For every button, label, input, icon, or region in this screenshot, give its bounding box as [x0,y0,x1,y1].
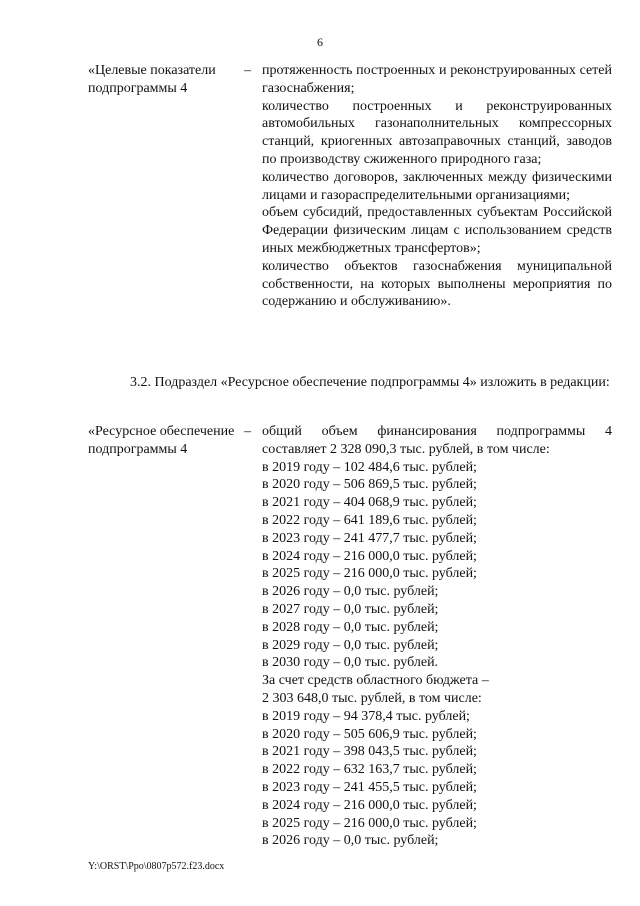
page-number: 6 [317,35,323,49]
target-item: количество построенных и реконструированных автомобильных газонаполнительных компрессорных станций, криогенных автозаправочных станций, заводов по производству сжиженного природного газа; [262,98,612,167]
footer-file-path: Y:\ORST\Ppo\0807p572.f23.docx [88,861,225,872]
regional-header: 2 303 648,0 тыс. рублей, в том числе: [262,690,482,706]
instruction-paragraph: 3.2. Подраздел «Ресурсное обеспечение подпрограммы 4» изложить в редакции: [130,375,610,390]
year-line: в 2030 году – 0,0 тыс. рублей. [262,655,439,671]
year-line: в 2024 году – 216 000,0 тыс. рублей; [262,548,477,564]
targets-label: «Целевые показатели подпрограммы 4 [88,63,216,96]
year-line: в 2021 году – 398 043,5 тыс. рублей; [262,744,477,760]
targets-content [262,62,612,311]
resources-total: общий объем финансирования подпрограммы 4 составляет 2 328 090,3 тыс. рублей, в том числе: [262,424,612,457]
year-line: в 2027 году – 0,0 тыс. рублей; [262,601,439,617]
year-line: в 2019 году – 94 378,4 тыс. рублей; [262,708,470,724]
year-line: в 2020 году – 506 869,5 тыс. рублей; [262,477,477,493]
year-line: в 2029 году – 0,0 тыс. рублей; [262,637,439,653]
year-line: в 2021 году – 404 068,9 тыс. рублей; [262,495,477,511]
year-line: в 2020 году – 505 606,9 тыс. рублей; [262,726,477,742]
year-line: в 2019 году – 102 484,6 тыс. рублей; [262,459,477,475]
year-line: в 2025 году – 216 000,0 тыс. рублей; [262,815,477,831]
year-line: в 2026 году – 0,0 тыс. рублей; [262,833,439,849]
year-line: в 2022 году – 632 163,7 тыс. рублей; [262,762,477,778]
year-line: в 2022 году – 641 189,6 тыс. рублей; [262,512,477,528]
resources-content [262,423,612,850]
year-line: в 2024 году – 216 000,0 тыс. рублей; [262,797,477,813]
targets-section [88,62,612,311]
year-line: в 2028 году – 0,0 тыс. рублей; [262,619,439,635]
targets-dash: – [244,63,251,78]
target-item: протяженность построенных и реконструированных сетей газоснабжения; [262,63,612,96]
year-line: в 2023 году – 241 455,5 тыс. рублей; [262,779,477,795]
target-item: количество объектов газоснабжения муниципальной собственности, на которых выполнены мероприятия по содержанию и обслуживанию». [262,258,612,310]
year-line: в 2025 году – 216 000,0 тыс. рублей; [262,566,477,582]
resources-section [88,423,612,850]
regional-header: За счет средств областного бюджета – [262,673,489,689]
year-line: в 2023 году – 241 477,7 тыс. рублей; [262,530,477,546]
resources-dash: – [244,424,251,439]
year-line: в 2026 году – 0,0 тыс. рублей; [262,584,439,600]
target-item: количество договоров, заключенных между физическими лицами и газораспределительными организациями; [262,169,612,203]
resources-label: «Ресурсное обеспечение подпрограммы 4 [88,424,235,457]
target-item: объем субсидий, предоставленных субъектам Российской Федерации физическим лицам с использованием средств иных межбюджетных трансфертов»; [262,205,612,256]
